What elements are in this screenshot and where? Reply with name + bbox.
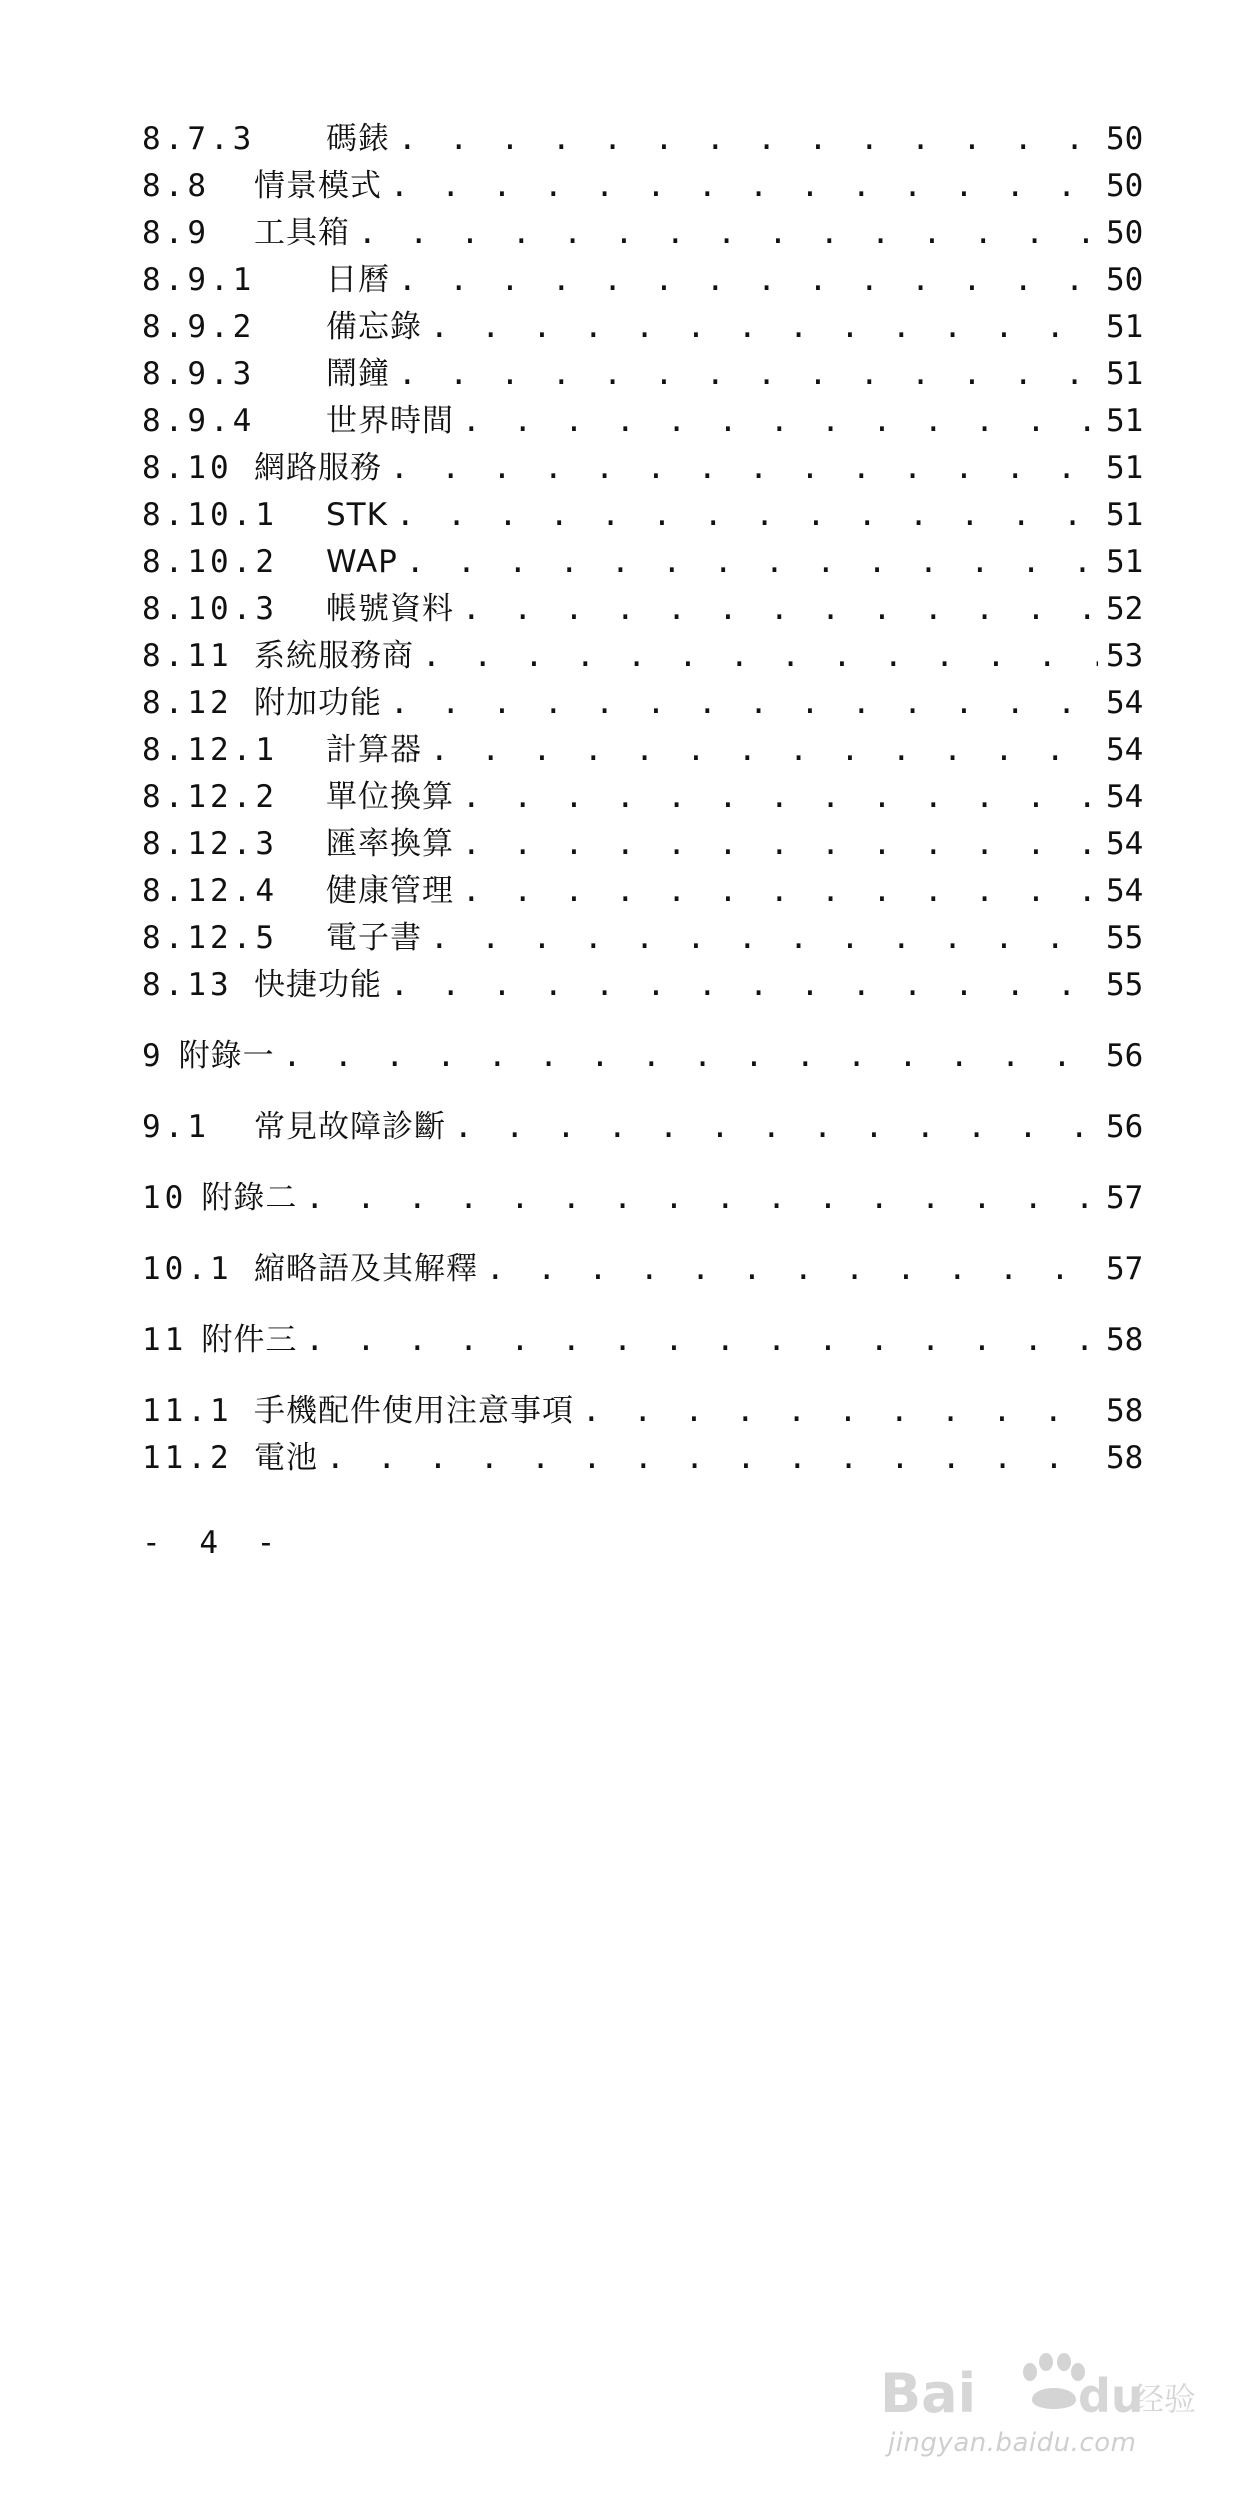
toc-entry-title: 備忘錄 <box>326 309 422 345</box>
toc-entry-title: 日曆 <box>326 262 390 298</box>
toc-entry <box>142 915 1142 962</box>
toc-leader-dots <box>396 500 1098 531</box>
toc-leader-dots <box>398 265 1098 296</box>
toc-entry-number: 8.10.1 <box>142 497 278 533</box>
toc-leader-dots <box>358 218 1098 249</box>
toc-entry-page: 52 <box>1106 591 1144 627</box>
toc-entry-title: 帳號資料 <box>326 591 454 627</box>
toc-entry-title: 附錄一 <box>178 1038 275 1074</box>
toc-leader-dots <box>430 923 1098 954</box>
toc-chapter-entry <box>142 1317 1142 1364</box>
toc-leader-dots <box>390 688 1098 719</box>
toc-entry <box>142 774 1142 821</box>
toc-entry-number: 8.9.4 <box>142 403 256 439</box>
toc-entry-title: 縮略語及其解釋 <box>254 1251 478 1287</box>
toc-leader-dots <box>486 1254 1098 1285</box>
toc-entry-number: 8.9.3 <box>142 356 256 392</box>
toc-entry-title: 快捷功能 <box>254 967 382 1003</box>
toc-entry <box>142 398 1142 445</box>
toc-entry-number: 10.1 <box>142 1251 233 1287</box>
toc-entry-title: 鬧鐘 <box>326 356 390 392</box>
toc-entry-page: 58 <box>1106 1322 1144 1358</box>
toc-leader-dots <box>454 1112 1098 1143</box>
toc-entry-page: 50 <box>1106 215 1144 251</box>
toc-entry-page: 56 <box>1106 1038 1144 1074</box>
toc-entry <box>142 492 1142 539</box>
toc-entry-number: 8.7.3 <box>142 121 256 157</box>
toc-entry-number: 8.13 <box>142 967 233 1003</box>
toc-leader-dots <box>430 735 1098 766</box>
toc-entry-page: 54 <box>1106 826 1144 862</box>
toc-entry-number: 8.8 <box>142 168 210 204</box>
toc-entry-title: 電池 <box>254 1440 318 1476</box>
toc-entry-page: 57 <box>1106 1180 1144 1216</box>
toc-entry-page: 57 <box>1106 1251 1144 1287</box>
toc-entry-page: 51 <box>1106 497 1144 533</box>
toc-entry-title: 附錄二 <box>201 1180 298 1216</box>
toc-leader-dots <box>305 1325 1098 1356</box>
toc-entry <box>142 210 1142 257</box>
toc-entry-number: 8.12.5 <box>142 920 278 956</box>
toc-entry-title: 計算器 <box>326 732 422 768</box>
toc-entry-title: 手機配件使用注意事項 <box>254 1393 574 1429</box>
toc-leader-dots <box>422 641 1098 672</box>
toc-entry-number: 8.9 <box>142 215 210 251</box>
toc-entry <box>142 868 1142 915</box>
toc-entry-page: 51 <box>1106 309 1144 345</box>
toc-entry-title: 常見故障診斷 <box>254 1109 446 1145</box>
toc-entry-number: 8.12 <box>142 685 233 721</box>
toc-leader-dots <box>462 594 1098 625</box>
toc-entry <box>142 351 1142 398</box>
toc-leader-dots <box>398 124 1098 155</box>
toc-entry <box>142 727 1142 774</box>
toc-entry-page: 58 <box>1106 1393 1144 1429</box>
toc-entry-title: 碼錶 <box>326 121 390 157</box>
toc-entry-number: 8.12.3 <box>142 826 278 862</box>
toc-entry-page: 51 <box>1106 544 1144 580</box>
toc-leader-dots <box>390 171 1098 202</box>
toc-entry-title: 附件三 <box>201 1322 298 1358</box>
svg-text:经验: 经验 <box>1132 2380 1197 2418</box>
toc-entry <box>142 1388 1142 1435</box>
toc-entry-number: 8.11 <box>142 638 233 674</box>
toc-entry-number: 8.12.2 <box>142 779 278 815</box>
toc-entry-page: 54 <box>1106 685 1144 721</box>
baidu-paw-logo-icon <box>880 2346 1200 2426</box>
watermark <box>880 2300 1200 2480</box>
toc-entry-title: 附加功能 <box>254 685 382 721</box>
toc-leader-dots <box>462 829 1098 860</box>
toc-entry-title: 工具箱 <box>254 215 350 251</box>
toc-entry <box>142 680 1142 727</box>
toc-entry-title: 情景模式 <box>254 168 382 204</box>
toc-entry-page: 55 <box>1106 967 1144 1003</box>
toc-entry-number: 8.10 <box>142 450 233 486</box>
toc-entry-number: 11.1 <box>142 1393 233 1429</box>
toc-leader-dots <box>582 1396 1098 1427</box>
toc-leader-dots <box>462 406 1098 437</box>
toc-entry-number: 8.12.1 <box>142 732 278 768</box>
toc-entry <box>142 257 1142 304</box>
toc-leader-dots <box>305 1183 1098 1214</box>
toc-leader-dots <box>326 1443 1098 1474</box>
toc-leader-dots <box>462 876 1098 907</box>
toc-chapter-entry <box>142 1033 1142 1080</box>
toc-entry-title: WAP <box>326 544 398 580</box>
toc-entry-page: 54 <box>1106 779 1144 815</box>
toc-entry <box>142 821 1142 868</box>
svg-text:du: du <box>1078 2369 1144 2423</box>
toc-entry-page: 58 <box>1106 1440 1144 1476</box>
toc-leader-dots <box>430 312 1098 343</box>
toc-entry-title: 單位換算 <box>326 779 454 815</box>
watermark-url: jingyan.baidu.com <box>888 2428 1137 2458</box>
toc-entry <box>142 116 1142 163</box>
toc-entry-page: 51 <box>1106 403 1144 439</box>
toc-entry <box>142 445 1142 492</box>
toc-entry <box>142 1435 1142 1482</box>
toc-entry-number: 8.12.4 <box>142 873 278 909</box>
toc-entry-page: 54 <box>1106 873 1144 909</box>
toc-chapter-entry <box>142 1175 1142 1222</box>
toc-entry-number: 11 <box>142 1322 188 1358</box>
toc-entry-page: 50 <box>1106 262 1144 298</box>
toc-entry-number: 9 <box>142 1038 165 1074</box>
toc-leader-dots <box>398 359 1098 390</box>
toc-entry <box>142 1104 1142 1151</box>
toc-entry <box>142 633 1142 680</box>
toc-entry <box>142 962 1142 1009</box>
svg-text:Bai: Bai <box>880 2362 977 2425</box>
toc-entry-page: 53 <box>1106 638 1144 674</box>
toc-entry <box>142 539 1142 586</box>
toc-entry-title: 健康管理 <box>326 873 454 909</box>
toc-entry-number: 8.9.2 <box>142 309 256 345</box>
toc-entry-page: 55 <box>1106 920 1144 956</box>
toc-leader-dots <box>406 547 1098 578</box>
toc-entry-number: 11.2 <box>142 1440 233 1476</box>
toc-entry <box>142 163 1142 210</box>
toc-entry-title: 匯率換算 <box>326 826 454 862</box>
toc-leader-dots <box>462 782 1098 813</box>
toc-entry-page: 50 <box>1106 168 1144 204</box>
toc-entry <box>142 586 1142 633</box>
toc-entry-number: 10 <box>142 1180 188 1216</box>
toc-leader-dots <box>390 453 1098 484</box>
toc-entry <box>142 304 1142 351</box>
table-of-contents <box>142 116 1142 1482</box>
toc-entry-page: 51 <box>1106 450 1144 486</box>
toc-entry-number: 8.10.3 <box>142 591 278 627</box>
toc-entry-title: 網路服務 <box>254 450 382 486</box>
toc-entry-number: 8.9.1 <box>142 262 256 298</box>
toc-entry-page: 50 <box>1106 121 1144 157</box>
toc-entry-page: 54 <box>1106 732 1144 768</box>
toc-leader-dots <box>283 1041 1098 1072</box>
toc-entry-number: 8.10.2 <box>142 544 278 580</box>
toc-entry <box>142 1246 1142 1293</box>
page-number-footer: - 4 - <box>142 1525 286 1561</box>
toc-entry-title: 世界時間 <box>326 403 454 439</box>
toc-entry-title: 系統服務商 <box>254 638 414 674</box>
toc-entry-number: 9.1 <box>142 1109 210 1145</box>
toc-entry-title: STK <box>326 497 388 533</box>
toc-entry-page: 51 <box>1106 356 1144 392</box>
toc-entry-title: 電子書 <box>326 920 422 956</box>
toc-entry-page: 56 <box>1106 1109 1144 1145</box>
toc-leader-dots <box>390 970 1098 1001</box>
